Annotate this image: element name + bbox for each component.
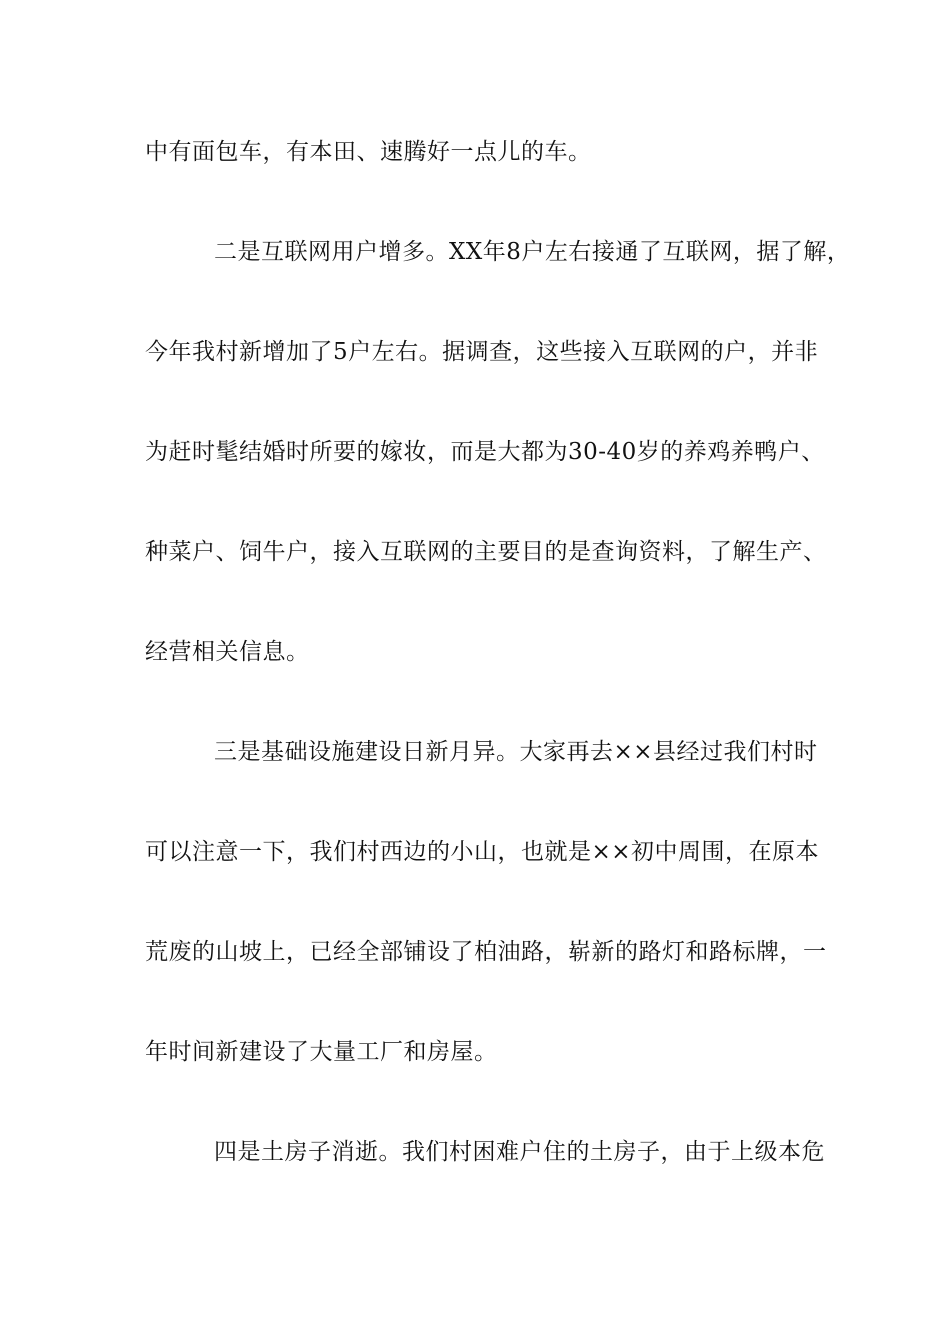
paragraph-2-line-1: 二是互联网用户增多。XX年8户左右接通了互联网，据了解， xyxy=(214,239,851,265)
paragraph-3-line-4: 年时间新建设了大量工厂和房屋。 xyxy=(145,1039,498,1065)
paragraph-2-line-2: 今年我村新增加了5户左右。据调查，这些接入互联网的户，并非 xyxy=(145,339,819,365)
paragraph-3-line-1: 三是基础设施建设日新月异。大家再去××县经过我们村时 xyxy=(214,739,818,765)
paragraph-3-line-3: 荒废的山坡上，已经全部铺设了柏油路，崭新的路灯和路标牌，一 xyxy=(145,939,827,965)
paragraph-2-line-4: 种菜户、饲牛户，接入互联网的主要目的是查询资料，了解生产、 xyxy=(145,539,827,565)
paragraph-4-line-1: 四是土房子消逝。我们村困难户住的土房子，由于上级本危 xyxy=(214,1139,825,1165)
paragraph-2-line-5: 经营相关信息。 xyxy=(145,639,310,665)
paragraph-3-line-2: 可以注意一下，我们村西边的小山，也就是××初中周围，在原本 xyxy=(145,839,820,865)
text-line-1: 中有面包车，有本田、速腾好一点儿的车。 xyxy=(145,139,592,165)
paragraph-2-line-3: 为赶时髦结婚时所要的嫁妆，而是大都为30-40岁的养鸡养鸭户、 xyxy=(145,439,825,465)
